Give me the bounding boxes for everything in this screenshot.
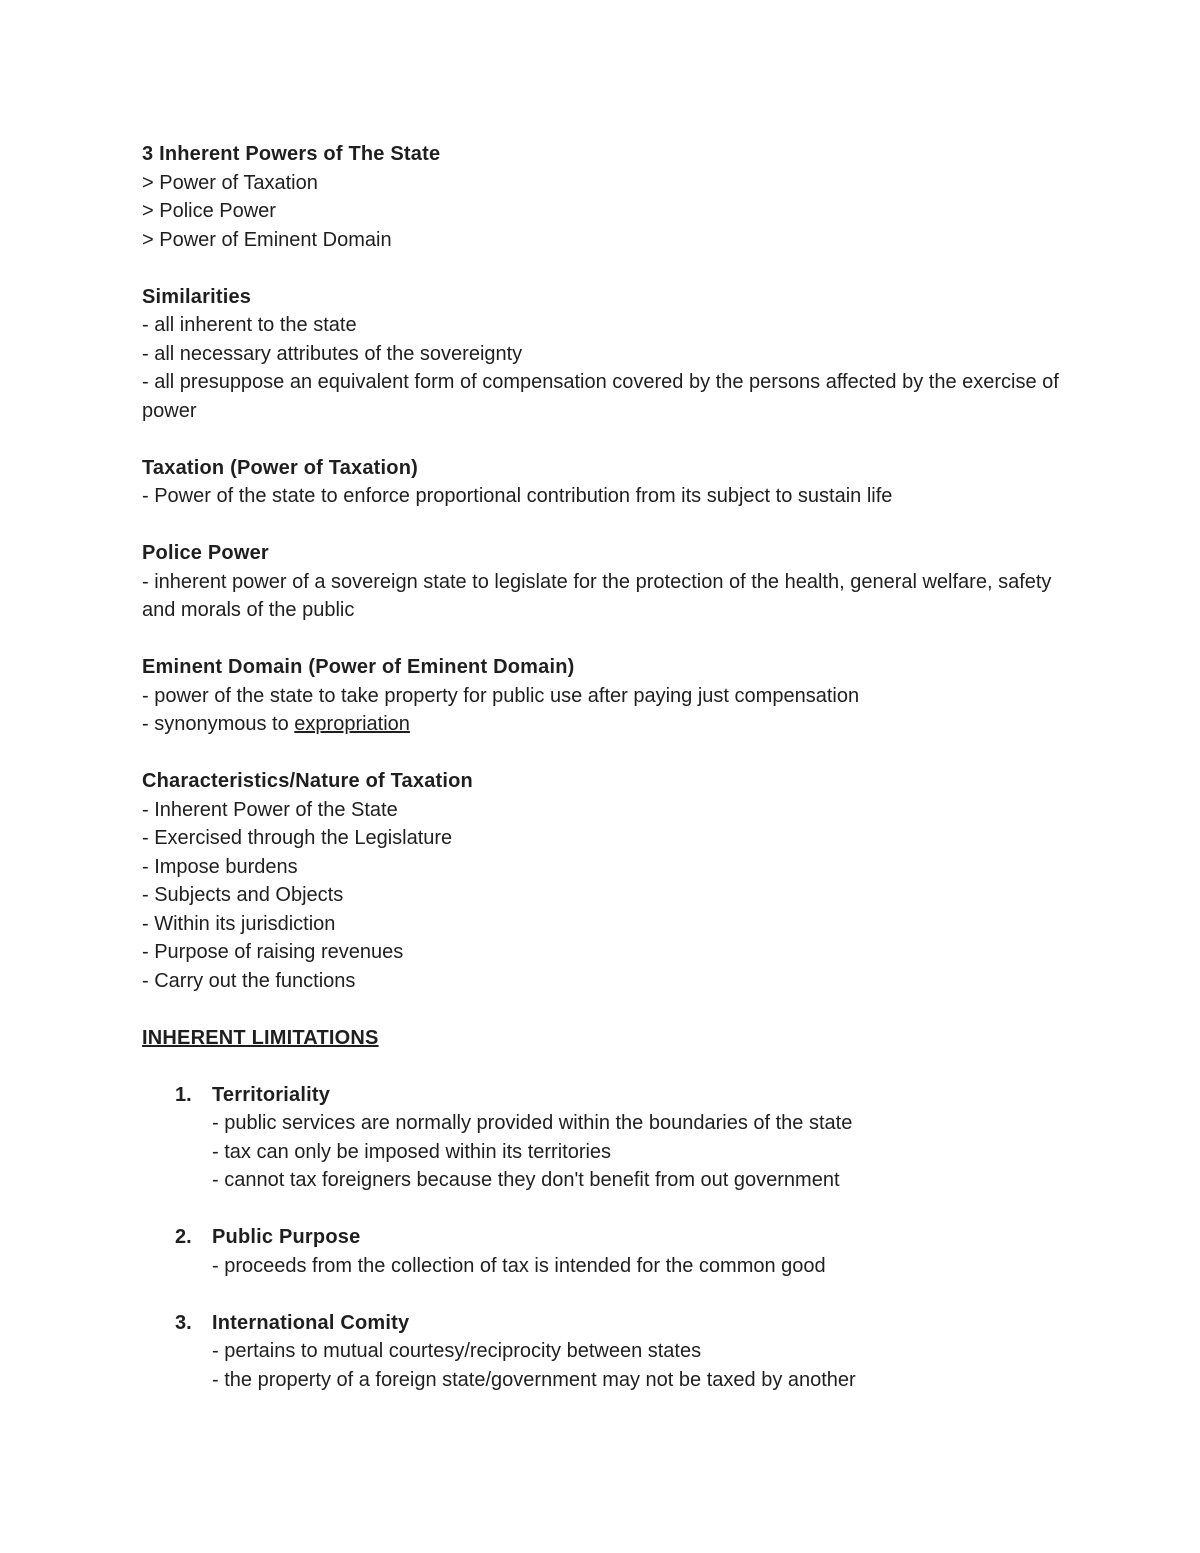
limitation-point: - tax can only be imposed within its territories (212, 1140, 612, 1163)
limitation-point: - public services are normally provided within the boundaries of the state (212, 1112, 853, 1134)
spacer (142, 1052, 1082, 1081)
limitation-item-public-purpose (142, 1223, 1082, 1280)
list-item: - Inherent Power of the State (142, 798, 398, 821)
limitations-list (142, 1081, 1082, 1395)
list-item: - Subjects and Objects (142, 884, 344, 906)
list-item: > Police Power (142, 200, 276, 222)
spacer (142, 739, 1082, 768)
limitation-item-international-comity (142, 1309, 1082, 1395)
list-number: 3. (175, 1311, 192, 1334)
limitation-point: - cannot tax foreigners because they don't benefit from out government (212, 1169, 840, 1191)
list-item: > Power of Eminent Domain (142, 228, 392, 251)
spacer (142, 511, 1082, 540)
list-item: - all inherent to the state (142, 314, 357, 336)
section-heading-taxation: Taxation (Power of Taxation) (142, 456, 418, 479)
list-item: - Carry out the functions (142, 969, 356, 992)
spacer (142, 625, 1082, 654)
limitation-title: Territoriality (212, 1083, 331, 1106)
limitation-item-territoriality (142, 1081, 1082, 1195)
document-page (142, 140, 1082, 1394)
limitation-title: Public Purpose (212, 1226, 361, 1248)
list-item: - Power of the state to enforce proportional contribution from its subject to sustain life (142, 485, 893, 507)
list-item: - Impose burdens (142, 855, 298, 878)
list-item: - Within its jurisdiction (142, 912, 336, 935)
spacer (142, 254, 1082, 283)
section-heading-eminent-domain: Eminent Domain (Power of Eminent Domain) (142, 656, 575, 678)
section-heading-inherent-powers: 3 Inherent Powers of The State (142, 143, 441, 165)
list-item: - all necessary attributes of the sovereignty (142, 342, 523, 365)
list-item: - Exercised through the Legislature (142, 827, 453, 849)
list-item-synonym (142, 710, 1082, 739)
list-number: 2. (175, 1226, 192, 1248)
synonym-prefix: - synonymous to (142, 713, 295, 735)
list-item: > Power of Taxation (142, 171, 318, 194)
list-item: - Purpose of raising revenues (142, 941, 404, 963)
spacer (142, 1280, 1082, 1309)
spacer (142, 1195, 1082, 1224)
section-heading-characteristics: Characteristics/Nature of Taxation (142, 770, 473, 792)
list-item: - inherent power of a sovereign state to legislate for the protection of the health, general welfare, safety and morals of the public (142, 570, 1052, 621)
section-heading-inherent-limitations: INHERENT LIMITATIONS (142, 1026, 379, 1049)
list-item: - power of the state to take property for public use after paying just compensation (142, 684, 860, 707)
spacer (142, 425, 1082, 454)
list-item: - all presuppose an equivalent form of compensation covered by the persons affected by the exercise of power (142, 371, 1059, 422)
limitation-point: - the property of a foreign state/government may not be taxed by another (212, 1368, 856, 1391)
spacer (142, 995, 1082, 1024)
limitation-point: - pertains to mutual courtesy/reciprocity between states (212, 1340, 702, 1362)
synonym-word: expropriation (294, 713, 410, 735)
section-heading-similarities: Similarities (142, 285, 252, 308)
list-number: 1. (175, 1083, 192, 1106)
limitation-title: International Comity (212, 1311, 410, 1334)
limitation-point: - proceeds from the collection of tax is intended for the common good (212, 1254, 826, 1277)
section-heading-police-power: Police Power (142, 542, 269, 564)
